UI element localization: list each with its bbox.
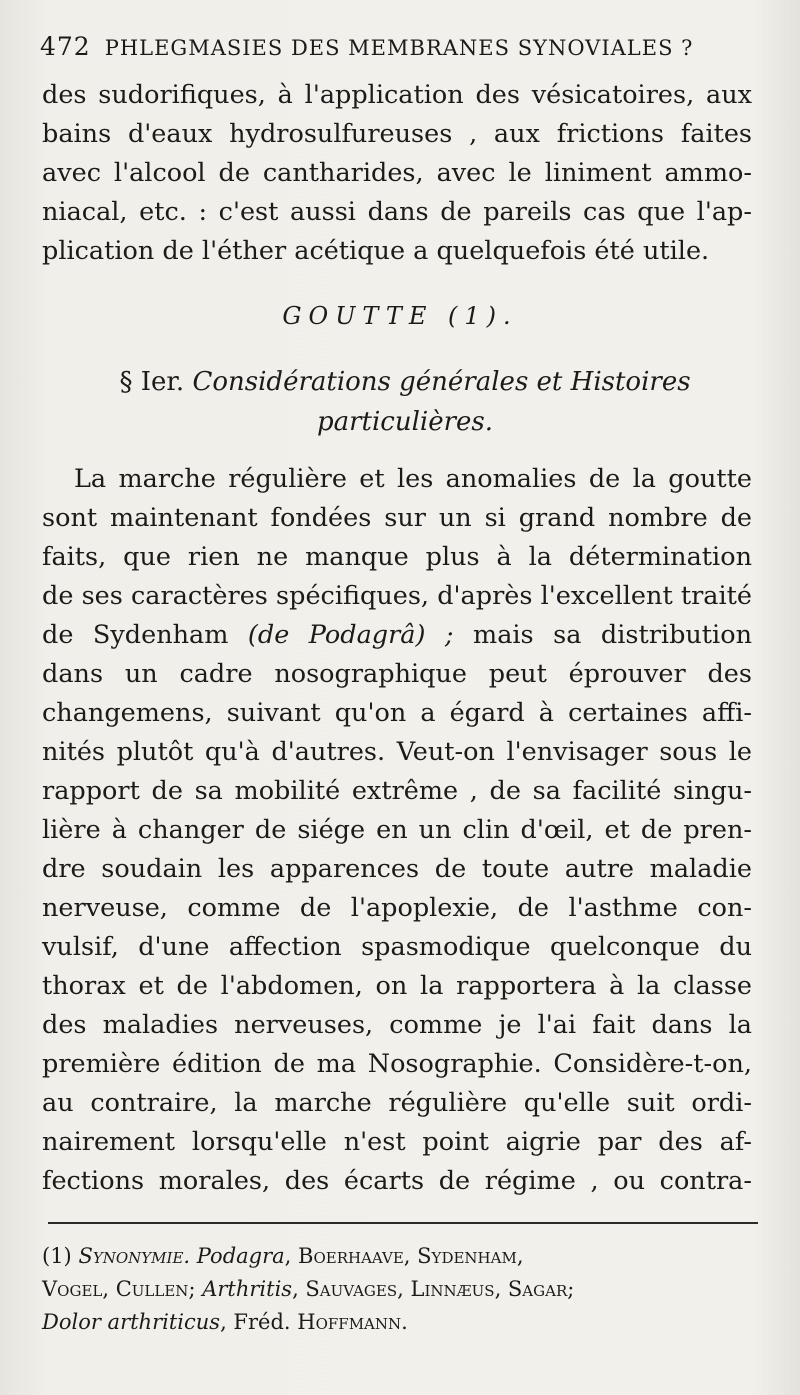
text-line: nairement lorsqu'elle n'est point aigrie par des af- (42, 1127, 752, 1157)
author-name: Linnæus (410, 1277, 495, 1301)
section-number: § Ier. (119, 367, 185, 397)
author-name: Cullen (115, 1277, 189, 1301)
synonym-term: Dolor arthriticus (42, 1310, 221, 1334)
running-title: PHLEGMASIES DES MEMBRANES SYNOVIALES ? (104, 36, 694, 60)
author-initial: Fréd. (233, 1310, 291, 1334)
text-line: dre soudain les apparences de toute autre maladie (42, 854, 752, 884)
text-line: avec l'alcool de cantharides, avec le liniment ammo- (42, 158, 752, 188)
chapter-heading: GOUTTE (1). (282, 302, 518, 330)
synonym-term: Podagra (196, 1244, 285, 1268)
text-line: sont maintenant fondées sur un si grand nombre de (42, 503, 752, 533)
synonym-term: Arthritis (202, 1277, 293, 1301)
text-line: nités plutôt qu'à d'autres. Veut-on l'envisager sous le (42, 737, 752, 767)
author-name: Sydenham (417, 1244, 517, 1268)
text-line: au contraire, la marche régulière qu'elle suit ordi- (42, 1088, 752, 1118)
text-line: des maladies nerveuses, comme je l'ai fait dans la (42, 1010, 752, 1040)
text-line: thorax et de l'abdomen, on la rapportera à la classe (42, 971, 752, 1001)
text-line: vulsif, d'une affection spasmodique quelconque du (42, 932, 752, 962)
text-line: fections morales, des écarts de régime , ou contra- (42, 1166, 752, 1196)
section-title-line1: Considérations générales et Histoires (192, 367, 691, 397)
footnote-rule (48, 1222, 758, 1224)
text-line: changemens, suivant qu'on a égard à certaines affi- (42, 698, 752, 728)
text-line: bains d'eaux hydrosulfureuses , aux frictions faites (42, 119, 752, 149)
paragraph-1 (42, 76, 752, 271)
text-line: première édition de ma Nosographie. Considère-t-on, (42, 1049, 752, 1079)
text-line: nerveuse, comme de l'apoplexie, de l'asthme con- (42, 893, 752, 923)
text-line: plication de l'éther acétique a quelquefois été utile. (42, 236, 710, 266)
author-name: Sauvages (305, 1277, 398, 1301)
footnote (42, 1240, 762, 1339)
text-line: des sudorifiques, à l'application des vésicatoires, aux (42, 80, 752, 110)
text-line: lière à changer de siége en un clin d'œil, et de pren- (42, 815, 752, 845)
footnote-line: (1) Synonymie. Podagra, Boerhaave, Sydenham, (42, 1244, 524, 1268)
author-name: Hoffmann (297, 1310, 402, 1334)
section-title (60, 362, 750, 442)
work-title: (de Podagrâ) ; (247, 620, 454, 650)
text-line: faits, que rien ne manque plus à la détermination (42, 542, 752, 572)
author-name: Vogel (42, 1277, 103, 1301)
running-head (40, 32, 740, 61)
text-line: dans un cadre nosographique peut éprouver des (42, 659, 752, 689)
synonymie-label: Synonymie. (78, 1244, 191, 1268)
author-name: Sagar (507, 1277, 568, 1301)
footnote-line: Dolor arthriticus, Fréd. Hoffmann. (42, 1310, 408, 1334)
footnote-marker: (1) (42, 1244, 72, 1268)
text-line: niacal, etc. : c'est aussi dans de pareils cas que l'ap- (42, 197, 752, 227)
section-title-line2: particulières. (316, 407, 494, 437)
text-line: de ses caractères spécifiques, d'après l'excellent traité (42, 581, 752, 611)
footnote-line: Vogel, Cullen; Arthritis, Sauvages, Linnæus, Sagar; (42, 1277, 575, 1301)
text-fragment: mais sa distribution (453, 620, 752, 650)
text-fragment: de Sydenham (42, 620, 248, 650)
page-number: 472 (40, 32, 91, 61)
author-name: Boerhaave (298, 1244, 404, 1268)
text-line: rapport de sa mobilité extrême , de sa facilité singu- (42, 776, 752, 806)
paragraph-2 (42, 460, 752, 1201)
text-line (42, 616, 752, 655)
text-line: La marche régulière et les anomalies de la goutte (74, 464, 752, 494)
